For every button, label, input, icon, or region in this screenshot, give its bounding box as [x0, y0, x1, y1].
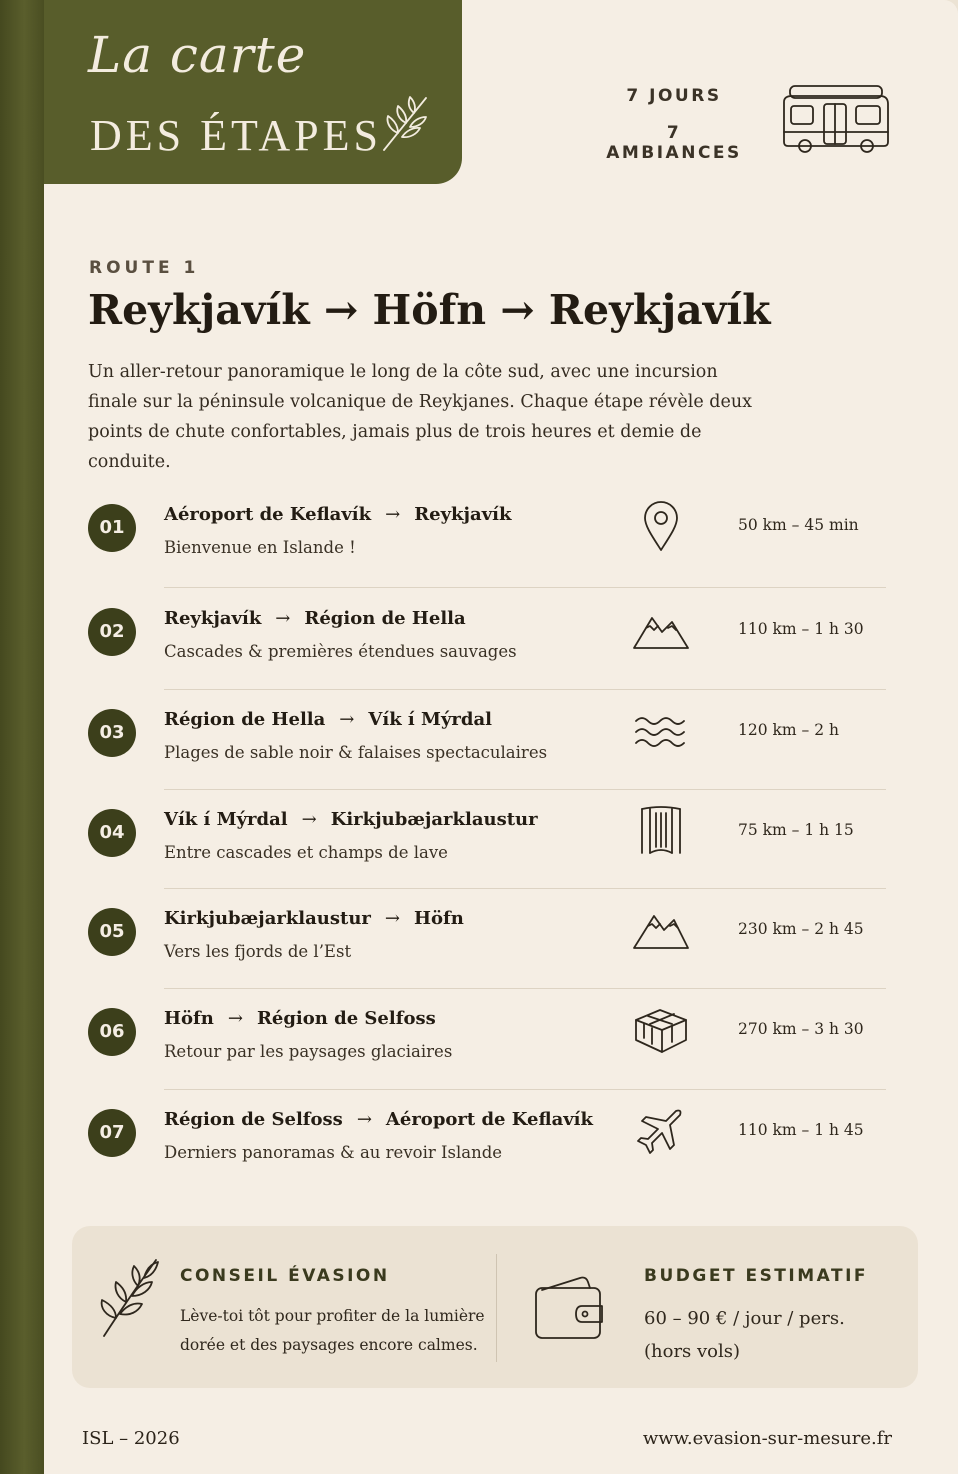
stage-row [88, 908, 886, 1008]
stage-route [164, 504, 511, 525]
mountains-icon [630, 602, 692, 656]
divider [164, 689, 886, 690]
budget-block [644, 1302, 904, 1368]
stage-arrow: → [275, 608, 291, 629]
glacier-icon [630, 1002, 692, 1056]
stage-distance: 110 km – 1 h 45 [738, 1121, 864, 1139]
leaf-sprig-icon [380, 92, 432, 152]
divider [164, 587, 886, 588]
divider [164, 888, 886, 889]
stage-distance: 270 km – 3 h 30 [738, 1020, 864, 1038]
stage-row [88, 608, 886, 708]
book-spine [0, 0, 44, 1474]
waves-icon [630, 703, 692, 757]
stage-row [88, 809, 886, 909]
tips-panel [72, 1226, 918, 1388]
stage-distance: 75 km – 1 h 15 [738, 821, 854, 839]
stage-from: Höfn [164, 1008, 214, 1029]
stage-to: Aéroport de Keflavík [385, 1109, 593, 1130]
stage-distance: 120 km – 2 h [738, 721, 839, 739]
stage-number-badge: 03 [88, 709, 136, 757]
stage-distance: 230 km – 2 h 45 [738, 920, 864, 938]
stage-route [164, 1109, 593, 1130]
stage-to: Höfn [414, 908, 464, 929]
tagline-moods: 7 AMBIANCES [606, 123, 742, 163]
route-intro: Un aller-retour panoramique le long de la côte sud, avec une incursion finale sur la péninsule volcanique de Reykjanes. Chaque étape révèle deux points de chute confortables, jamais plus de trois heures et demie de conduite. [88, 362, 752, 472]
stage-route [164, 709, 492, 730]
budget-note: (hors vols) [644, 1341, 741, 1362]
divider [164, 988, 886, 989]
stage-arrow: → [385, 504, 401, 525]
stage-route [164, 908, 464, 929]
divider [164, 789, 886, 790]
stage-number-badge: 01 [88, 504, 136, 552]
stage-arrow: → [301, 809, 317, 830]
stage-route [164, 809, 538, 830]
sprig-icon [98, 1256, 162, 1338]
stage-row [88, 1008, 886, 1108]
waterfall-icon [630, 803, 692, 857]
stage-description: Cascades & premières étendues sauvages [164, 642, 517, 661]
page-title: DES ÉTAPES [90, 111, 382, 160]
stage-row [88, 504, 886, 604]
stage-from: Kirkjubæjarklaustur [164, 908, 371, 929]
mountains-icon [630, 902, 692, 956]
stage-number-badge: 07 [88, 1109, 136, 1157]
stage-from: Reykjavík [164, 608, 262, 629]
stage-description: Vers les fjords de l’Est [164, 942, 352, 961]
stage-from: Région de Selfoss [164, 1109, 343, 1130]
stage-arrow: → [227, 1008, 243, 1029]
advice-heading: CONSEIL ÉVASION [180, 1266, 390, 1286]
stage-number-badge: 06 [88, 1008, 136, 1056]
stage-description: Retour par les paysages glaciaires [164, 1042, 453, 1061]
airplane-icon [630, 1103, 692, 1157]
stage-description: Entre cascades et champs de lave [164, 843, 448, 862]
panel-separator [496, 1254, 497, 1362]
tagline-days: 7 JOURS [626, 86, 722, 106]
wallet-icon [532, 1272, 608, 1344]
stage-arrow: → [339, 709, 355, 730]
campervan-icon [780, 80, 892, 156]
stage-from: Vík í Mýrdal [164, 809, 288, 830]
stage-distance: 110 km – 1 h 30 [738, 620, 864, 638]
route-label: ROUTE 1 [89, 258, 200, 278]
stage-route [164, 608, 466, 629]
stage-route [164, 1008, 436, 1029]
stage-arrow: → [384, 908, 401, 929]
stage-to: Vík í Mýrdal [368, 709, 492, 730]
budget-amount: 60 – 90 € / jour / pers. [644, 1308, 845, 1329]
stage-row [88, 1109, 886, 1209]
footer-code: ISL – 2026 [82, 1428, 180, 1449]
stage-number-badge: 04 [88, 809, 136, 857]
stage-from: Région de Hella [164, 709, 326, 730]
script-title: La carte [88, 26, 307, 84]
stage-number-badge: 05 [88, 908, 136, 956]
stage-distance: 50 km – 45 min [738, 516, 859, 534]
footer-website: www.evasion-sur-mesure.fr [642, 1428, 892, 1449]
map-pin-icon [630, 498, 692, 552]
stage-to: Région de Selfoss [256, 1008, 436, 1029]
route-title: Reykjavík → Höfn → Reykjavík [88, 286, 771, 334]
advice-text: Lève-toi tôt pour profiter de la lumière dorée et des paysages encore calmes. [180, 1307, 485, 1354]
stage-to: Région de Hella [304, 608, 466, 629]
budget-heading: BUDGET ESTIMATIF [644, 1266, 869, 1286]
stage-arrow: → [356, 1109, 372, 1130]
stage-description: Bienvenue en Islande ! [164, 538, 356, 557]
stage-to: Kirkjubæjarklaustur [330, 809, 538, 830]
divider [164, 1089, 886, 1090]
stage-number-badge: 02 [88, 608, 136, 656]
stage-to: Reykjavík [414, 504, 512, 525]
stage-description: Derniers panoramas & au revoir Islande [164, 1143, 503, 1162]
stage-description: Plages de sable noir & falaises spectaculaires [164, 743, 548, 762]
stage-from: Aéroport de Keflavík [164, 504, 372, 525]
stage-row [88, 709, 886, 809]
